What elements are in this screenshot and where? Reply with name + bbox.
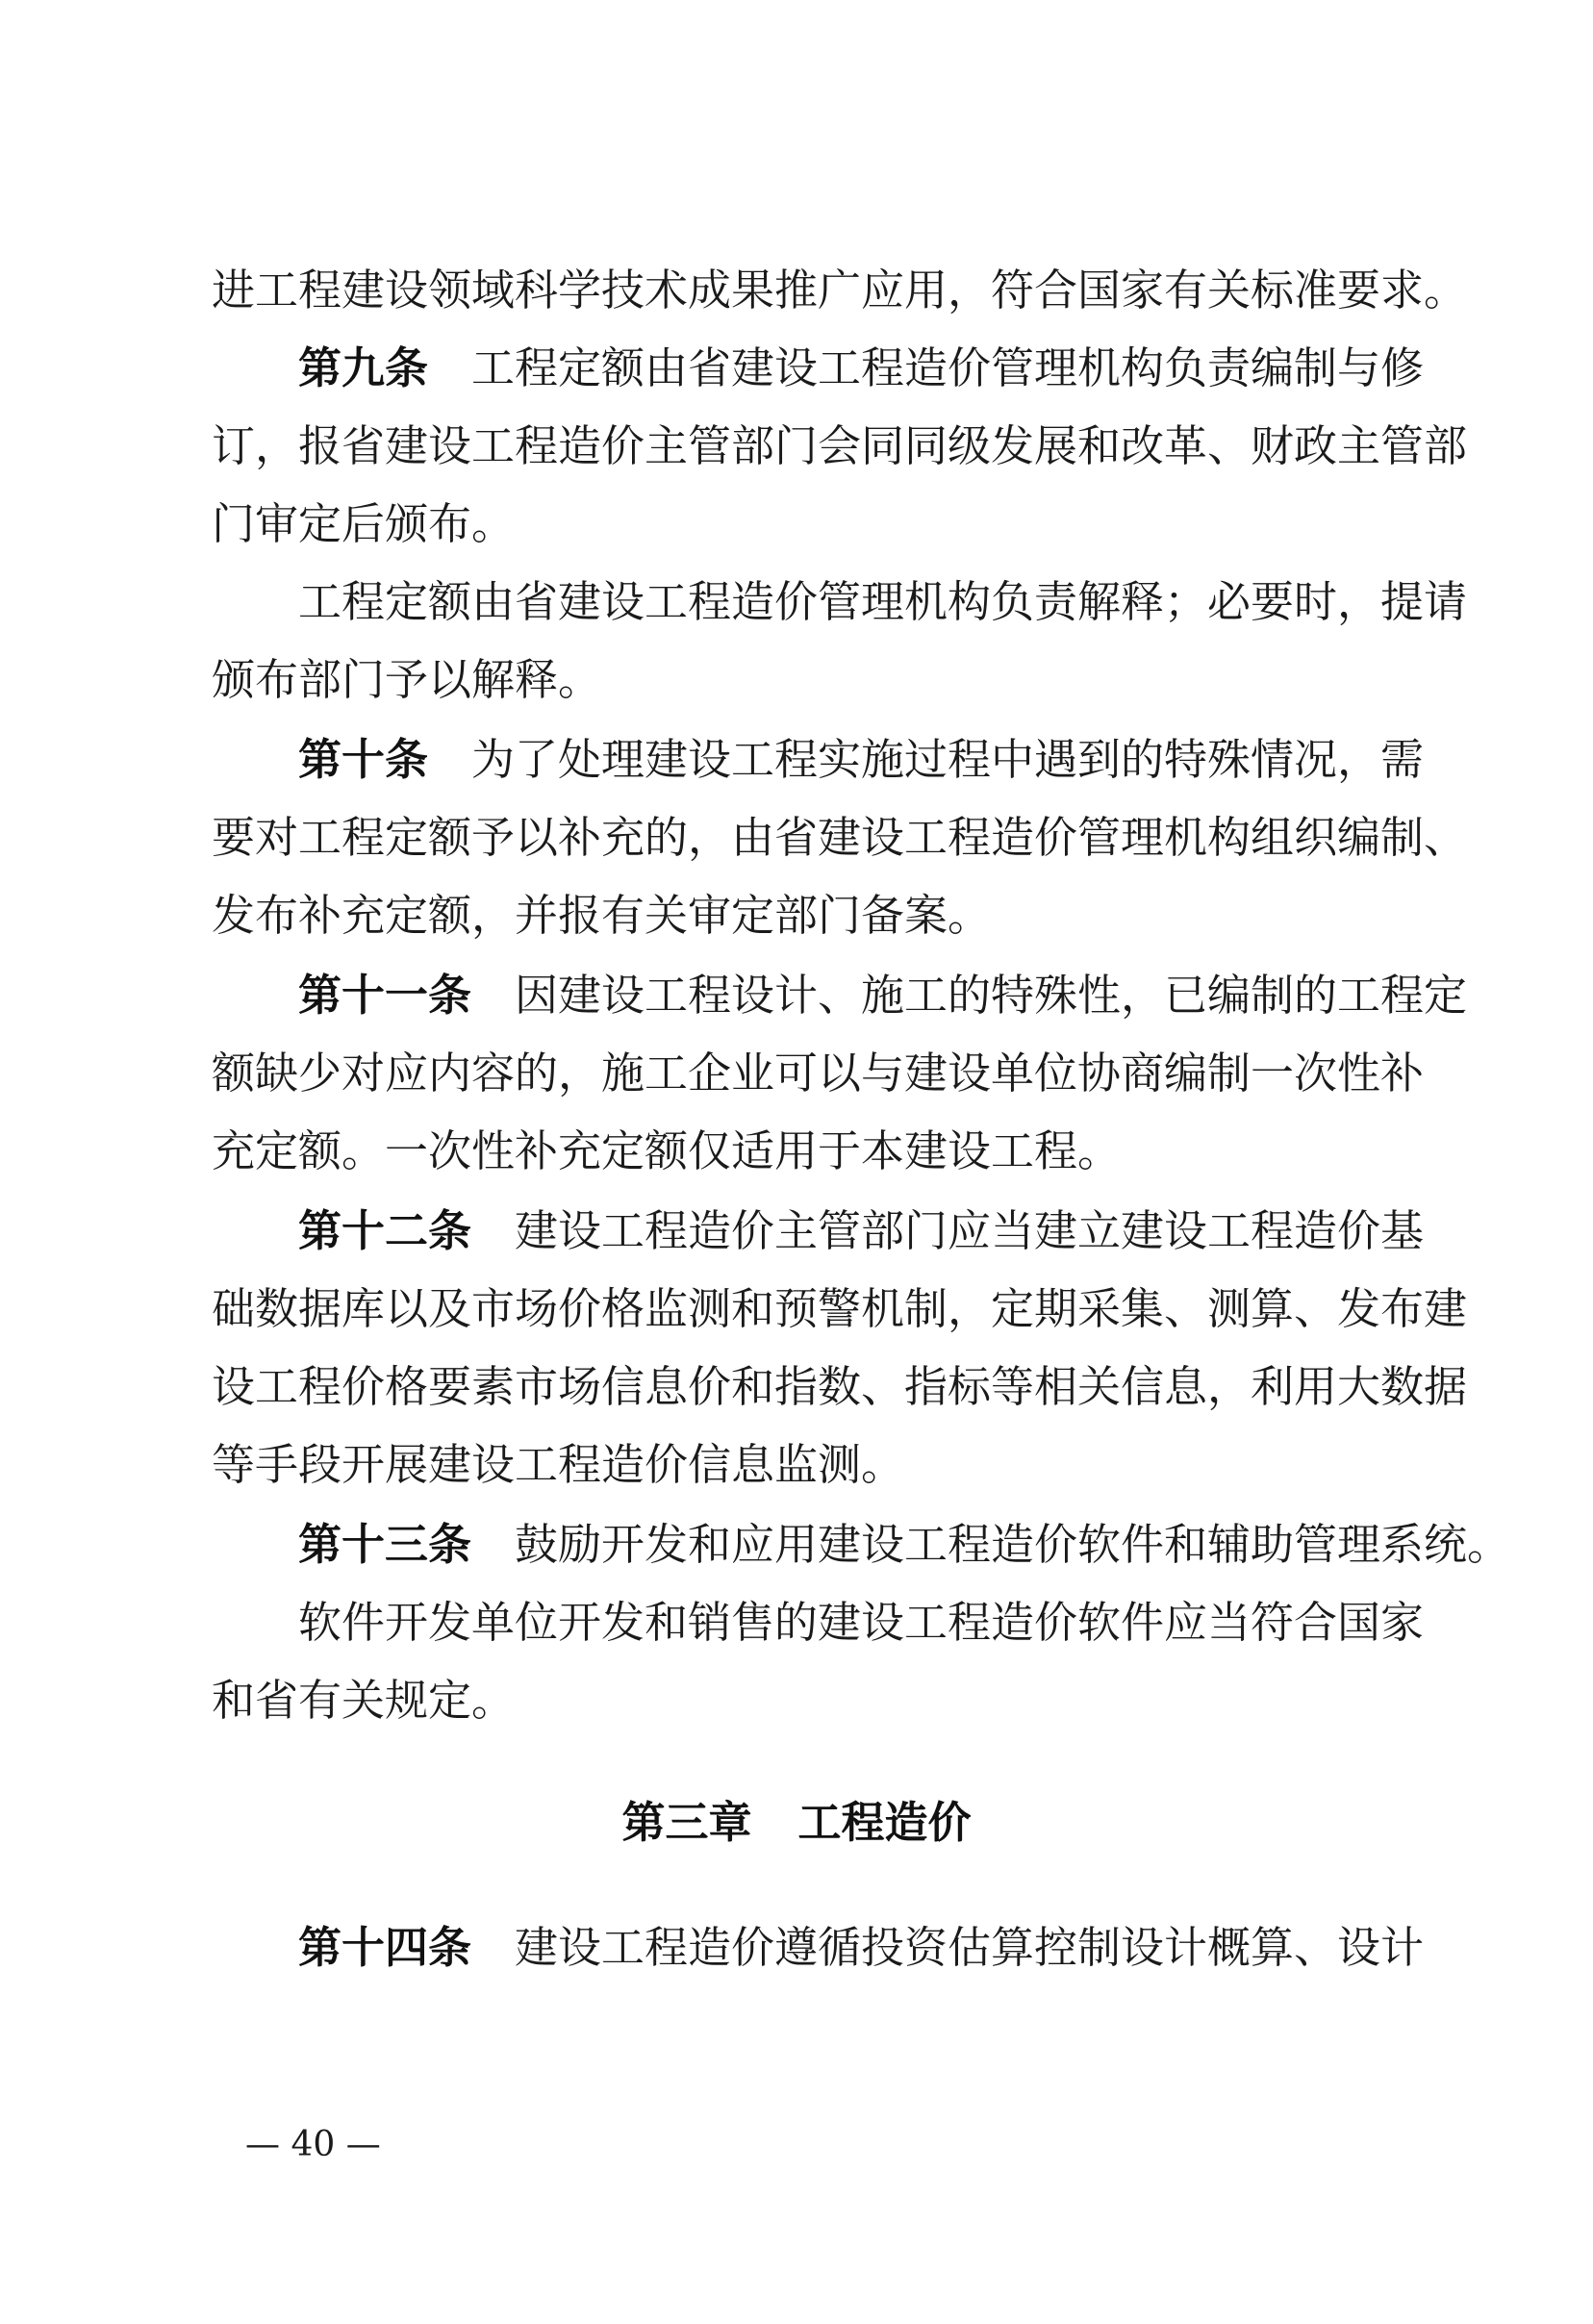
text-line: 充定额。一次性补充定额仅适用于本建设工程。 <box>212 1125 1122 1176</box>
chapter-number: 第三章 <box>621 1797 752 1848</box>
page-number: — 40 — <box>245 2125 381 2164</box>
article-9-first-line <box>298 330 1425 407</box>
text-line: 软件开发单位开发和销售的建设工程造价软件应当符合国家 <box>298 1597 1425 1648</box>
text-line: 要对工程定额予以补充的，由省建设工程造价管理机构组织编制、 <box>212 812 1468 863</box>
article-9-text: 工程定额由省建设工程造价管理机构负责编制与修 <box>471 342 1425 393</box>
text-line: 工程定额由省建设工程造价管理机构负责解释；必要时，提请 <box>298 576 1468 627</box>
article-13-first-line <box>298 1506 1511 1583</box>
article-14-text: 建设工程造价遵循投资估算控制设计概算、设计 <box>515 1922 1425 1973</box>
article-11-text: 因建设工程设计、施工的特殊性，已编制的工程定 <box>515 970 1468 1021</box>
text-line: 和省有关规定。 <box>212 1675 516 1726</box>
chapter-heading <box>0 1784 1593 1861</box>
text-line: 颁布部门予以解释。 <box>212 654 602 705</box>
chapter-title: 工程造价 <box>797 1797 972 1848</box>
article-9-title: 第九条 <box>298 342 429 393</box>
text-line: 设工程价格要素市场信息价和指数、指标等相关信息，利用大数据 <box>212 1361 1468 1412</box>
article-14-title: 第十四条 <box>298 1922 472 1973</box>
article-10-text: 为了处理建设工程实施过程中遇到的特殊情况，需 <box>471 734 1425 785</box>
article-10-title: 第十条 <box>298 734 429 785</box>
article-14-first-line <box>298 1909 1425 1986</box>
article-10-first-line <box>298 721 1425 798</box>
text-line: 门审定后颁布。 <box>212 498 516 549</box>
article-13-text: 鼓励开发和应用建设工程造价软件和辅助管理系统。 <box>515 1519 1511 1570</box>
article-12-title: 第十二条 <box>298 1205 472 1256</box>
text-line: 发布补充定额，并报有关审定部门备案。 <box>212 890 992 941</box>
article-11-title: 第十一条 <box>298 970 472 1021</box>
text-line: 础数据库以及市场价格监测和预警机制，定期采集、测算、发布建 <box>212 1283 1468 1334</box>
text-line: 等手段开展建设工程造价信息监测。 <box>212 1439 905 1490</box>
text-line: 额缺少对应内容的，施工企业可以与建设单位协商编制一次性补 <box>212 1048 1425 1099</box>
article-13-title: 第十三条 <box>298 1519 472 1570</box>
article-11-first-line <box>298 957 1468 1034</box>
text-line: 订，报省建设工程造价主管部门会同同级发展和改革、财政主管部 <box>212 420 1468 471</box>
article-12-first-line <box>298 1193 1425 1270</box>
text-line: 进工程建设领域科学技术成果推广应用，符合国家有关标准要求。 <box>212 265 1468 316</box>
article-12-text: 建设工程造价主管部门应当建立建设工程造价基 <box>515 1205 1425 1256</box>
